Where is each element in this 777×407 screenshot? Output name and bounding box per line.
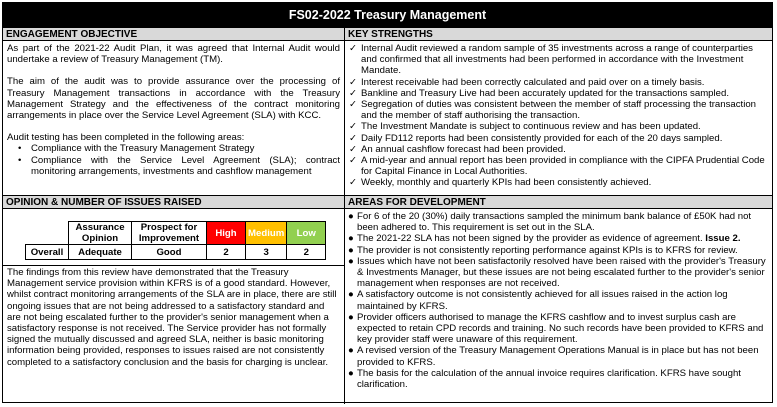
development-item: ● Issues which have not been satisfactorily resolved have been raised with the provider's Treasury & Investments Manager, but these issues are not being escalated further to the provider's senior management when responses are not received.: [348, 255, 766, 290]
key-strengths-list: [347, 43, 769, 189]
opinion-header: OPINION & NUMBER OF ISSUES RAISED: [3, 195, 344, 209]
assurance-column-header: Assurance Opinion: [69, 222, 132, 245]
overall-row-label: Overall: [26, 245, 69, 260]
check-icon: ✓: [349, 132, 358, 144]
strength-item: ✓ Segregation of duties was consistent between the member of staff processing the transaction and the member of staff authorising the transaction.: [349, 99, 756, 122]
check-icon: ✓: [349, 121, 358, 133]
strength-item: ✓ Bankline and Treasury Live had been accurately updated for the transactions sampled.: [349, 87, 729, 99]
prospect-value: Good: [132, 245, 207, 260]
key-strengths-header: KEY STRENGTHS: [345, 27, 772, 41]
bullet-icon: ●: [348, 311, 354, 323]
development-item: ● The provider is not consistently reporting performance against KPIs is to KFRS for review.: [348, 244, 738, 256]
opinion-separator: [3, 265, 344, 266]
opinion-table-corner: [26, 222, 69, 245]
high-count: 2: [207, 245, 246, 260]
development-item: ● The 2021-22 SLA has not been signed by the provider as evidence of agreement. Issue 2.: [348, 233, 741, 245]
check-icon: ✓: [349, 43, 358, 54]
check-icon: ✓: [349, 143, 358, 155]
strength-item: ✓ A mid-year and annual report has been provided in compliance with the CIPFA Prudential Code for Capital Finance in Local Authorities.: [349, 155, 765, 178]
check-icon: ✓: [349, 155, 358, 167]
development-item: ● Provider officers authorised to manage the KFRS cashflow and to invest surplus cash are expected to retain CPD records and training. No such records have been provided to KFRS and key provider staff were unaware of this requirement.: [348, 311, 764, 346]
development-header: AREAS FOR DEVELOPMENT: [345, 195, 772, 209]
strength-item: ✓ An annual cashflow forecast had been provided.: [349, 143, 566, 155]
medium-count: 3: [246, 245, 287, 260]
bullet-icon: ●: [348, 345, 354, 357]
development-item: ● For 6 of the 20 (30%) daily transactions sampled the minimum bank balance of £50K had not been adhered to. This requirement is set out in the SLA.: [348, 211, 752, 234]
low-column-header: Low: [287, 222, 326, 245]
audit-areas-list: [7, 143, 340, 177]
development-item: ● A satisfactory outcome is not consistently achieved for all issues raised in the action log maintained by KFRS.: [348, 289, 728, 312]
column-divider: [344, 27, 345, 404]
check-icon: ✓: [349, 87, 358, 99]
findings-text: The findings from this review have demonstrated that the Treasury Management service provision within KFRS is of a good standard. However, whilst contract monitoring arrangements of the SLA are in place, there are still ongoing issues that are not being addressed to a satisfactory standard and are not being escalated further to the provider's senior management when a satisfactory response is not received. The Service provider has not formally signed the mutually discussed and agreed SLA, neither is basic monitoring information being provided, responses to issues raised are not consistently completed to a satisfactory conclusion and the basis for charging is unclear.: [7, 267, 337, 368]
assurance-value: Adequate: [69, 245, 132, 260]
engagement-para-2: The aim of the audit was to provide assurance over the processing of Treasury Management transactions in accordance with the Treasury Management Strategy and the effectiveness of the contract monitoring arrangements in place over the Service Level Agreement (SLA) with KCC.: [7, 76, 340, 122]
issue-reference: Issue 2.: [705, 233, 741, 245]
strength-item: ✓ Daily FD112 reports had been consistently provided for each of the 20 days sampled.: [349, 132, 723, 144]
development-text: [347, 211, 769, 390]
bullet-icon: ●: [348, 244, 354, 256]
strength-item: ✓ Weekly, monthly and quarterly KPIs had been consistently achieved.: [349, 177, 652, 189]
development-item: ● A revised version of the Treasury Management Operations Manual is in place but has not been provided to KFRS.: [348, 345, 759, 368]
strength-item: ✓ The Investment Mandate is subject to continuous review and has been updated.: [349, 121, 701, 133]
development-item: ● The basis for the calculation of the annual invoice requires clarification. KFRS have sought clarification.: [348, 367, 741, 391]
strength-item: ✓ Interest receivable had been correctly calculated and paid over on a timely basis.: [349, 76, 705, 88]
page-title: FS02-2022 Treasury Management: [3, 3, 772, 27]
engagement-header: ENGAGEMENT OBJECTIVE: [3, 27, 344, 41]
key-strengths-text: [347, 43, 769, 189]
development-list: [347, 211, 769, 390]
engagement-para-3: Audit testing has been completed in the following areas:: [7, 132, 245, 144]
bullet-icon: ●: [348, 255, 354, 267]
high-column-header: High: [207, 222, 246, 245]
bullet-icon: ●: [348, 289, 354, 301]
bullet-icon: ●: [348, 211, 354, 222]
engagement-text: [7, 43, 340, 177]
audit-area-item: • Compliance with the Treasury Management Strategy: [31, 143, 340, 154]
engagement-para-1: As part of the 2021-22 Audit Plan, it was agreed that Internal Audit would undertake a review of Treasury Management (TM).: [7, 43, 340, 66]
check-icon: ✓: [349, 99, 358, 111]
low-count: 2: [287, 245, 326, 260]
strength-item: ✓ Internal Audit reviewed a random sample of 35 investments across a range of counterparties and confirmed that all investments had been performed in accordance with the Investment Mandate.: [349, 43, 753, 77]
bullet-icon: ●: [348, 233, 354, 245]
audit-area-item: • Compliance with the Service Level Agreement (SLA); contract monitoring arrangements, investments and cashflow management: [31, 155, 340, 177]
check-icon: ✓: [349, 177, 358, 189]
check-icon: ✓: [349, 76, 358, 88]
opinion-table: [25, 221, 326, 260]
prospect-column-header: Prospect for Improvement: [132, 222, 207, 245]
summary-sheet: [2, 2, 773, 403]
bullet-icon: ●: [348, 367, 354, 379]
medium-column-header: Medium: [246, 222, 287, 245]
